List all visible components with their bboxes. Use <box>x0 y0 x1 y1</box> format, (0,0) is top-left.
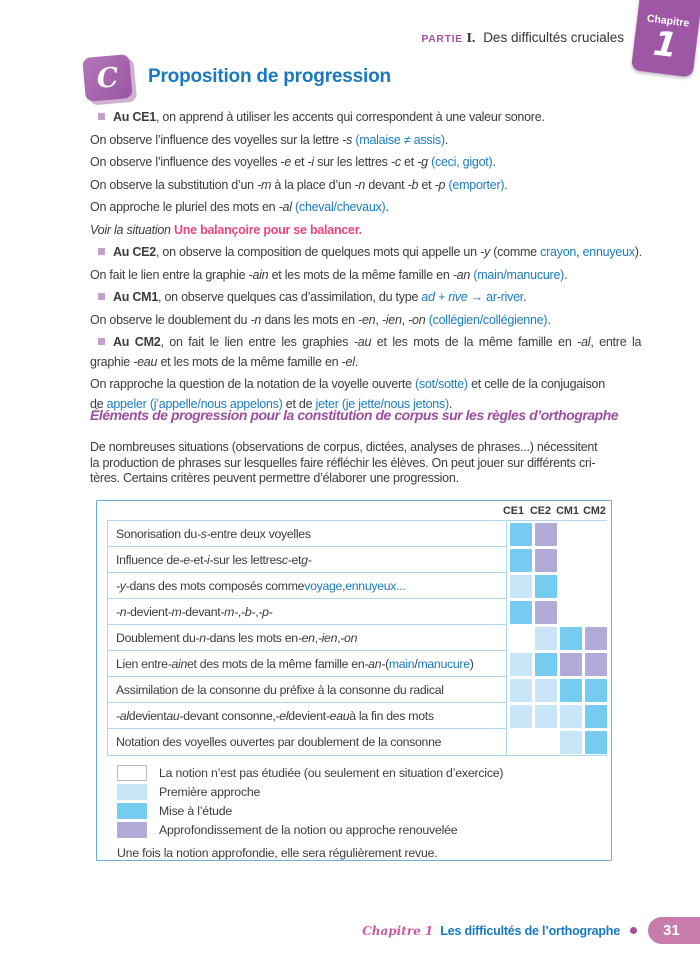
text-segment: -e- <box>179 552 194 567</box>
page-footer <box>362 917 700 944</box>
text-segment: -n <box>354 177 366 192</box>
body-line <box>90 353 614 373</box>
text-segment: -m <box>257 177 272 192</box>
grid-cell-cm1 <box>560 575 582 598</box>
text-segment: à la place d’un <box>271 177 355 192</box>
text-segment: -n <box>250 312 262 327</box>
body-line <box>90 288 614 308</box>
text-segment: Au CE1 <box>113 110 156 124</box>
footer-dot-icon <box>630 927 637 934</box>
text-segment: , <box>255 604 259 619</box>
body-line <box>90 333 642 353</box>
text-segment: , <box>576 245 583 259</box>
grid-cell-ce2 <box>535 627 557 650</box>
section-letter: C <box>95 61 120 95</box>
text-segment: et <box>193 552 204 567</box>
grid-cell-cm1 <box>560 679 582 702</box>
text-segment: Assimilation de la consonne du préfixe à la consonne du radical <box>116 682 444 697</box>
text-segment: Doublement du <box>116 630 196 645</box>
grid-cell-ce1 <box>510 601 532 624</box>
text-segment: dans les mots en <box>261 312 359 327</box>
grid-cell-ce2 <box>535 653 557 676</box>
text-segment: -eau <box>325 708 350 723</box>
text-segment: Influence de <box>116 552 180 567</box>
text-segment: et les mots de la même famille en <box>268 267 453 282</box>
grid-cell-cm1 <box>560 523 582 546</box>
table-row <box>107 729 607 755</box>
bullet-square-icon <box>98 113 105 120</box>
text-segment: -on <box>340 630 358 645</box>
text-segment: -ain <box>248 267 269 282</box>
text-segment: , on apprend à utiliser les accents qui correspondent à une valeur sonore. <box>155 110 545 124</box>
text-segment: de <box>90 396 107 411</box>
bullet-square-icon <box>98 293 105 300</box>
text-segment: devant consonne, <box>183 708 276 723</box>
table-row <box>107 547 607 573</box>
body-line <box>90 198 614 218</box>
text-segment: (comme <box>489 245 541 259</box>
progression-heading: Éléments de progression pour la constitution de corpus sur les règles d’orthographe <box>90 407 619 423</box>
text-segment: On approche le pluriel des mots en <box>90 200 279 214</box>
text-segment: appeler (j’appelle/nous appelons) <box>106 396 283 411</box>
text-segment: -ien <box>317 630 338 645</box>
text-segment: main <box>388 656 415 671</box>
text-segment: -en <box>297 630 315 645</box>
text-segment: -el <box>341 354 355 369</box>
body-line <box>90 243 642 263</box>
legend-swatch-none <box>117 765 147 781</box>
text-segment: On observe le doublement du <box>90 312 251 327</box>
text-segment: -al <box>278 200 292 214</box>
intro-line: tères. Certains critères peuvent permettre d’élaborer une progression. <box>90 471 459 486</box>
text-segment: et <box>291 155 308 169</box>
row-label <box>107 521 507 547</box>
text-segment: , on fait le lien entre les graphies <box>160 335 354 349</box>
chapter-badge-label: Chapitre <box>646 12 690 30</box>
text-segment: , on observe quelques cas d’assimilation, du type <box>158 290 422 304</box>
chapter-badge-number: 1 <box>650 23 680 67</box>
grid-cell-cm2 <box>585 549 607 572</box>
text-segment: , <box>401 312 409 327</box>
text-segment: crayon <box>540 245 577 259</box>
text-segment: Voir la situation <box>90 222 174 237</box>
text-segment: dans les mots en <box>209 630 298 645</box>
text-segment: -s <box>342 132 353 147</box>
body-line <box>90 266 614 286</box>
footer-chapter-title: Les difficultés de l’orthographe <box>440 923 620 938</box>
section-title: Proposition de progression <box>148 66 391 87</box>
text-segment: et de <box>282 396 316 411</box>
text-segment: et les mots de la même famille en <box>157 354 342 369</box>
text-segment: -au <box>353 335 372 349</box>
text-segment: (malaise ≠ assis) <box>355 132 445 147</box>
text-segment: . <box>492 155 496 169</box>
grid-cell-ce1 <box>510 549 532 572</box>
text-segment: sur les lettres <box>213 552 282 567</box>
grid-cell-ce1 <box>510 627 532 650</box>
grid-cell-cm1 <box>560 731 582 754</box>
table-column-headers <box>97 501 611 520</box>
text-segment: à la fin des mots <box>349 708 434 723</box>
grid-cell-ce1 <box>510 705 532 728</box>
text-segment: . <box>504 177 508 192</box>
text-segment: -c <box>390 155 401 169</box>
text-segment: Au CM1 <box>113 290 159 304</box>
text-segment: -b- <box>241 604 256 619</box>
legend-item <box>117 764 611 783</box>
text-segment: manucure <box>417 656 470 671</box>
text-segment: -an- <box>364 656 386 671</box>
text-segment: -y- <box>116 578 130 593</box>
text-segment: devant <box>365 177 408 192</box>
text-segment: . <box>547 312 551 327</box>
text-segment: On observe l’influence des voyelles sur la lettre <box>90 132 343 147</box>
page-number-badge: 31 <box>648 917 700 944</box>
text-segment: ennuyeux <box>582 245 635 259</box>
text-segment: ar-river <box>486 290 524 304</box>
grid-cell-ce2 <box>535 575 557 598</box>
text-segment: -b <box>407 177 419 192</box>
text-segment: et <box>291 552 302 567</box>
table-legend <box>97 756 611 839</box>
grid-cell-cm2 <box>585 601 607 624</box>
legend-swatch-mid <box>117 803 147 819</box>
text-segment: -s- <box>196 526 211 541</box>
grid-cell-ce1 <box>510 575 532 598</box>
text-segment: Sonorisation du <box>116 526 197 541</box>
column-header: CE2 <box>529 505 551 517</box>
row-label <box>107 729 507 755</box>
text-segment: , <box>237 604 242 619</box>
text-segment: -m- <box>167 604 186 619</box>
text-segment: . <box>444 132 449 147</box>
text-segment: . <box>448 396 453 411</box>
table-row <box>107 521 607 547</box>
legend-label: Première approche <box>159 785 261 800</box>
body-line <box>90 153 614 173</box>
table-row <box>107 599 607 625</box>
text-segment: ( <box>385 656 389 671</box>
text-segment: Notation des voyelles ouvertes par doublement de la consonne <box>116 735 442 749</box>
text-segment: -y <box>480 245 490 259</box>
grid-cell-cm1 <box>560 705 582 728</box>
text-segment: graphie <box>90 354 134 369</box>
body-line <box>90 375 614 395</box>
grid-cell-ce1 <box>510 523 532 546</box>
bullet-square-icon <box>98 248 105 255</box>
legend-swatch-light <box>117 784 147 800</box>
text-segment: ad + rive <box>421 290 468 304</box>
text-segment: → <box>467 290 487 304</box>
body-line <box>90 311 614 331</box>
text-segment: -i <box>307 155 314 169</box>
text-segment: jeter (je jette/nous jetons) <box>315 396 449 411</box>
text-segment: c- <box>281 552 292 567</box>
text-segment: -el <box>275 708 289 723</box>
text-segment: (cheval/chevaux) <box>294 200 386 214</box>
column-header-spacer <box>107 505 499 517</box>
grid-cell-cm2 <box>585 705 607 728</box>
text-segment: -m- <box>220 604 238 619</box>
text-segment: (emporter) <box>448 177 505 192</box>
text-segment: -an <box>452 267 471 282</box>
grid-cell-ce1 <box>510 653 532 676</box>
section-letter-badge <box>82 54 133 102</box>
text-segment: . <box>385 200 389 214</box>
text-segment: (collégien/collégienne) <box>428 312 548 327</box>
text-segment: -e <box>280 155 292 169</box>
text-segment: . <box>523 290 527 304</box>
text-segment: et <box>400 155 418 169</box>
text-segment: , on observe la composition de quelques mots qui appelle un <box>155 245 481 259</box>
partie-label: PARTIE <box>421 33 463 45</box>
text-segment: au- <box>166 708 184 723</box>
grid-cell-cm1 <box>560 653 582 676</box>
text-segment: g- <box>301 552 312 567</box>
column-header: CM2 <box>583 505 606 517</box>
text-segment: . <box>564 267 568 282</box>
grid-cell-cm1 <box>560 627 582 650</box>
text-segment: Lien entre <box>116 656 168 671</box>
table-row <box>107 573 607 599</box>
text-segment: voyage <box>304 578 343 593</box>
text-segment: devient <box>288 708 326 723</box>
grid-cell-cm2 <box>585 731 607 754</box>
text-segment: Une balançoire pour se balancer. <box>173 222 362 237</box>
text-segment: Au CE2 <box>113 245 156 259</box>
text-segment: -al <box>116 708 129 723</box>
column-header: CE1 <box>502 505 524 517</box>
text-segment: et des mots de la même famille en <box>187 656 365 671</box>
table-note: Une fois la notion approfondie, elle sera régulièrement revue. <box>117 846 438 861</box>
text-segment: -g <box>417 155 428 169</box>
legend-item <box>117 820 611 839</box>
legend-label: Approfondissement de la notion ou approche renouvelée <box>159 822 458 837</box>
running-head <box>421 30 624 47</box>
intro-line: De nombreuses situations (observations de corpus, dictées, analyses de phrases...) nécessitent <box>90 440 598 454</box>
partie-number: I. <box>466 31 476 46</box>
text-segment: / <box>414 656 418 671</box>
grid-cell-cm2 <box>585 523 607 546</box>
grid-cell-ce2 <box>535 601 557 624</box>
grid-cell-ce2 <box>535 549 557 572</box>
text-segment: , entre la <box>590 335 642 349</box>
table-row <box>107 703 607 729</box>
table-row <box>107 677 607 703</box>
text-segment: (sot/sotte) <box>415 377 468 391</box>
grid-cell-cm2 <box>585 575 607 598</box>
table-row <box>107 625 607 651</box>
text-segment: et celle de la conjugaison <box>467 377 605 391</box>
grid-cell-cm2 <box>585 627 607 650</box>
intro-paragraph <box>90 440 614 487</box>
body-line <box>90 221 614 241</box>
text-segment: Au CM2 <box>113 335 161 349</box>
grid-cell-cm1 <box>560 601 582 624</box>
text-segment: -i- <box>203 552 214 567</box>
text-segment: -al <box>577 335 591 349</box>
text-segment: ). <box>634 245 642 259</box>
text-segment: devient <box>130 604 168 619</box>
text-segment: et <box>418 177 435 192</box>
table-grid <box>107 520 607 756</box>
text-segment: -eau <box>133 354 158 369</box>
text-segment: ennuyeux... <box>345 578 406 593</box>
grid-cell-ce1 <box>510 731 532 754</box>
row-label <box>107 677 507 703</box>
text-segment: devant <box>185 604 221 619</box>
body-line <box>90 176 614 196</box>
column-header: CM1 <box>556 505 579 517</box>
text-segment: sur les lettres <box>313 155 391 169</box>
text-segment: dans des mots composés comme <box>129 578 305 593</box>
grid-cell-ce1 <box>510 679 532 702</box>
text-segment: -p- <box>258 604 273 619</box>
text-segment: , <box>337 630 341 645</box>
legend-label: Mise à l’étude <box>159 803 233 818</box>
intro-line: la production de phrases sur lesquelles faire réfléchir les élèves. On peut jouer sur différents cri- <box>90 455 596 470</box>
row-label <box>107 599 507 625</box>
text-segment: On fait le lien entre la graphie <box>90 267 249 282</box>
text-segment: On observe l’influence des voyelles <box>90 155 281 169</box>
text-segment: -n- <box>195 630 210 645</box>
row-label <box>107 703 507 729</box>
grid-cell-cm2 <box>585 653 607 676</box>
text-segment: et les mots de la même famille en <box>371 335 578 349</box>
body-line <box>90 108 614 128</box>
legend-label: La notion n’est pas étudiée (ou seulement en situation d’exercice) <box>159 766 504 781</box>
text-segment: On observe la substitution d’un <box>90 177 258 192</box>
grid-cell-ce2 <box>535 731 557 754</box>
text-segment: -on <box>408 312 426 327</box>
text-segment: , <box>314 630 318 645</box>
chapter-badge <box>631 0 700 77</box>
text-segment: (ceci, gigot) <box>431 155 493 169</box>
table-row <box>107 651 607 677</box>
row-label <box>107 651 507 677</box>
grid-cell-ce2 <box>535 679 557 702</box>
row-label <box>107 573 507 599</box>
text-segment: devient <box>128 708 167 723</box>
grid-cell-ce2 <box>535 523 557 546</box>
text-segment: On rapproche la question de la notation de la voyelle ouverte <box>90 377 416 391</box>
text-segment: -p <box>434 177 446 192</box>
footer-chapter-script: Chapitre 1 <box>362 923 434 938</box>
legend-item <box>117 783 611 802</box>
grid-cell-ce2 <box>535 705 557 728</box>
text-segment: ) <box>469 656 474 671</box>
text-segment: -ien <box>381 312 402 327</box>
text-segment: , <box>342 578 346 593</box>
body-paragraphs <box>90 105 642 414</box>
text-segment: . <box>354 354 358 369</box>
grid-cell-cm1 <box>560 549 582 572</box>
text-segment: -en <box>358 312 376 327</box>
grid-cell-cm2 <box>585 679 607 702</box>
text-segment: entre deux voyelles <box>210 526 311 541</box>
row-label <box>107 625 507 651</box>
body-line <box>90 131 614 151</box>
bullet-square-icon <box>98 338 105 345</box>
text-segment: (main/manucure) <box>473 267 565 282</box>
progression-table-box <box>96 500 612 861</box>
legend-swatch-deep <box>117 822 147 838</box>
text-segment: , <box>375 312 382 327</box>
text-segment: -ain <box>167 656 188 671</box>
text-segment: -n- <box>116 604 131 619</box>
legend-item <box>117 802 611 821</box>
partie-title: Des difficultés cruciales <box>483 30 624 45</box>
row-label <box>107 547 507 573</box>
